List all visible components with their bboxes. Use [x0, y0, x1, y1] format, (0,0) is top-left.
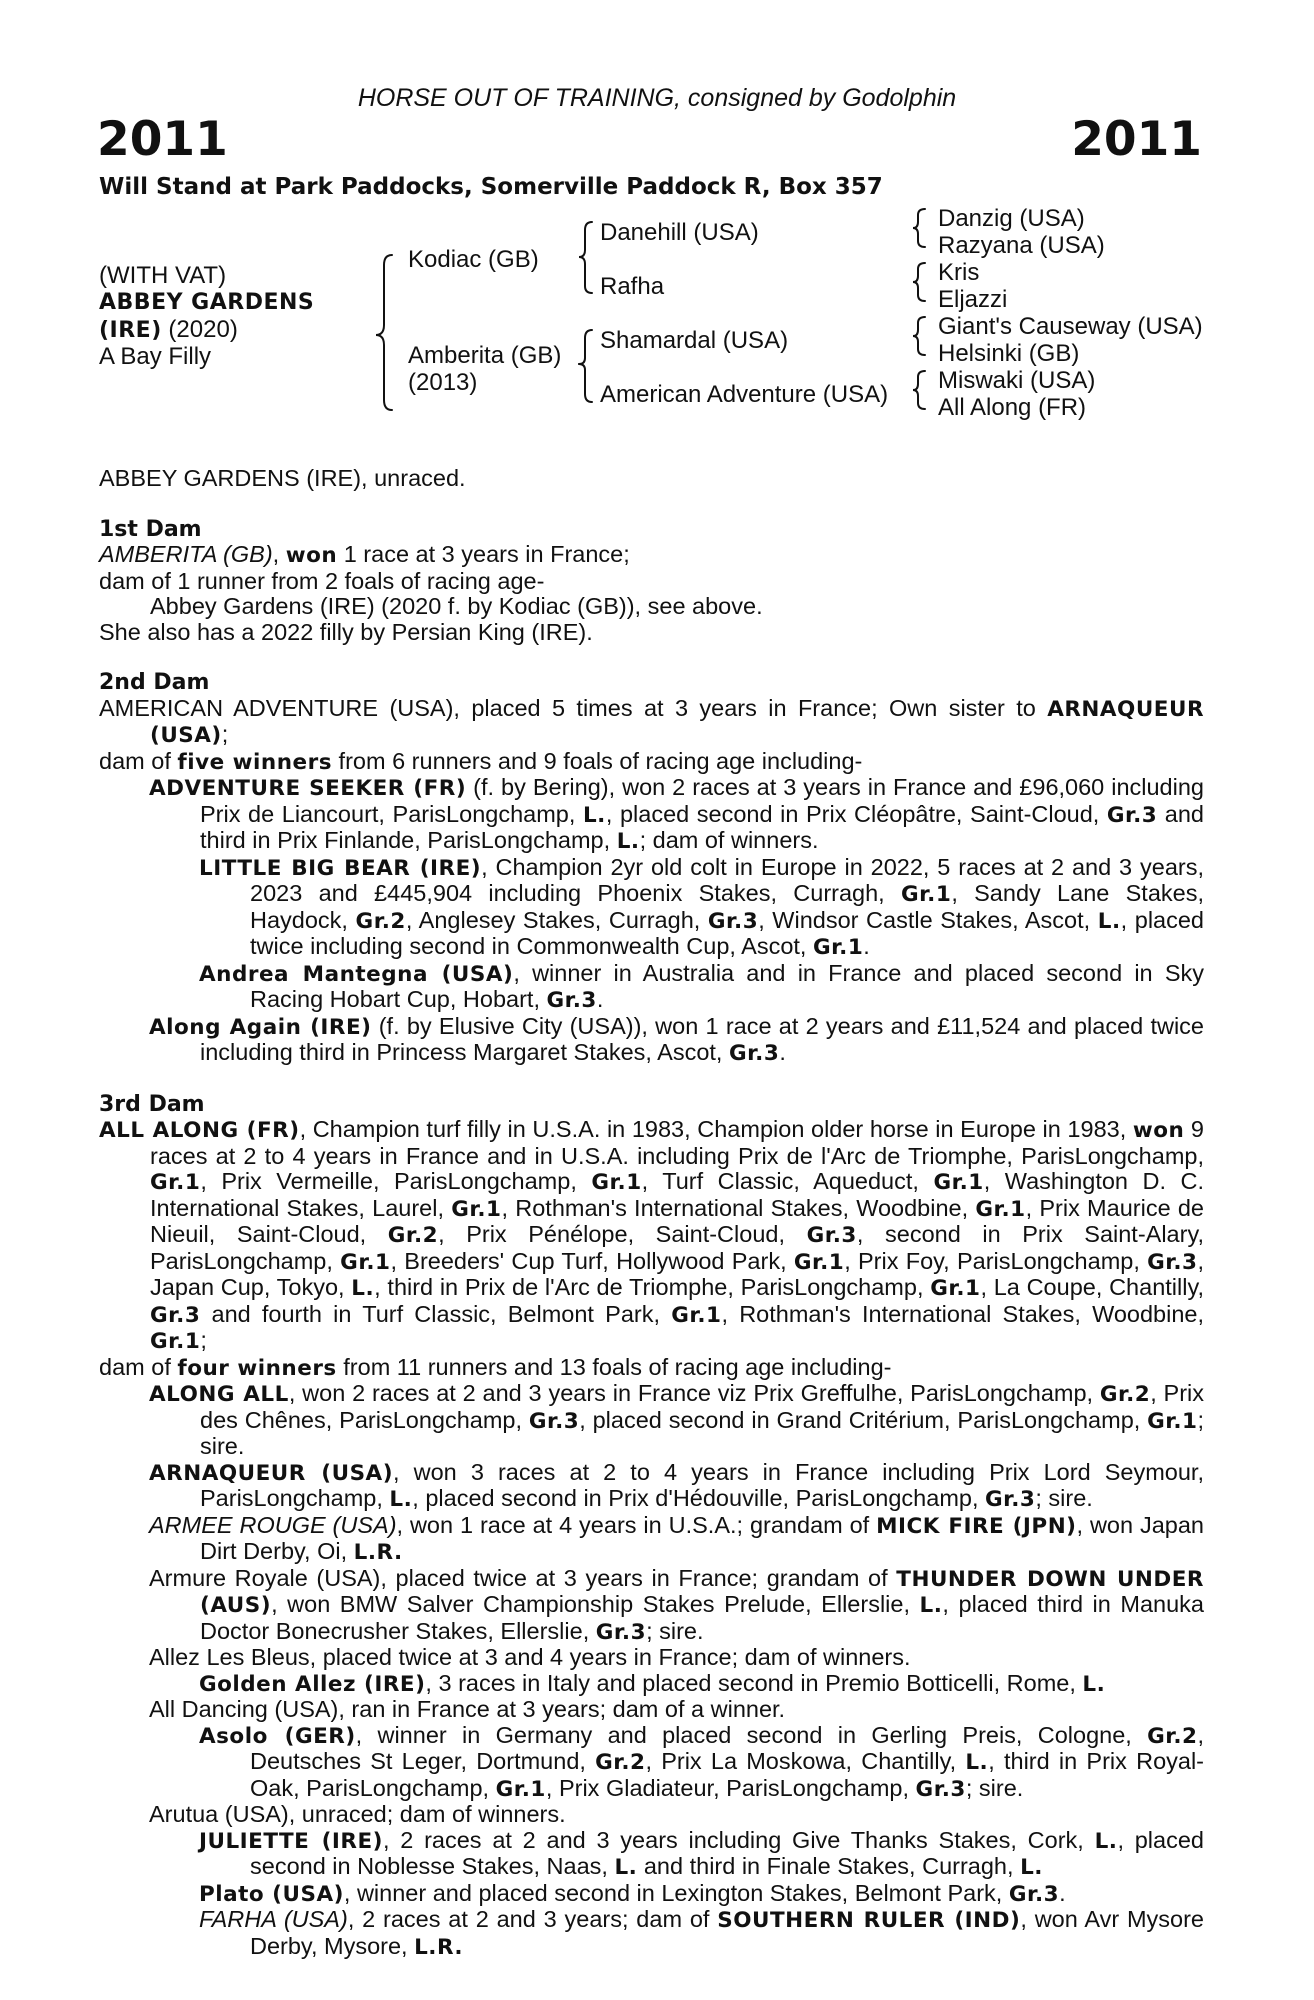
- pedigree-braces: [0, 0, 1314, 440]
- produce-all-dancing: All Dancing (USA), ran in France at 3 years; dam of a winner.: [149, 1696, 786, 1722]
- produce-andrea-mantegna: Andrea Mantegna (USA), winner in Australia and in France and placed second in Sky Racing Hobart Cup, Hobart, Gr.3.: [199, 959, 1204, 1013]
- produce-adventure-seeker: ADVENTURE SEEKER (FR) (f. by Bering), won 2 races at 3 years in France and £96,060 including Prix de Liancourt, ParisLongchamp, L., placed second in Prix Cléopâtre, Saint-Cloud, Gr.3 and third in Prix Finlande, ParisLongchamp, L.; dam of winners.: [149, 774, 1204, 854]
- lot-number-right: 2011: [1071, 112, 1202, 167]
- grandparent-6: Helsinki (GB): [938, 340, 1080, 367]
- grandparent-1: Danzig (USA): [938, 205, 1085, 232]
- lot-number-left: 2011: [97, 112, 228, 167]
- brace-g3-1: [913, 209, 925, 247]
- produce-armure-royale: Armure Royale (USA), placed twice at 3 years in France; grandam of THUNDER DOWN UNDER (AUS), won BMW Salver Championship Stakes Prelude, Ellerslie, L., placed third in Manuka Doctor Bonecrusher Stakes, Ellerslie, Gr.3; sire.: [149, 1564, 1204, 1645]
- brace-dam-bottom: [579, 364, 592, 402]
- grandparent-5: Giant's Causeway (USA): [938, 313, 1203, 340]
- produce-golden-allez: Golden Allez (IRE), 3 races in Italy and placed second in Premio Botticelli, Rome, L.: [199, 1669, 1106, 1697]
- brace-sire: [579, 222, 592, 293]
- horse-description: A Bay Filly: [99, 343, 212, 370]
- first-dam-line2: dam of 1 runner from 2 foals of racing age-: [99, 567, 545, 594]
- sire-dam-name: Rafha: [600, 273, 665, 300]
- third-dam-produce-summary: dam of four winners from 11 runners and 13 foals of racing age including-: [99, 1353, 892, 1381]
- dam-name: Amberita (GB): [408, 342, 562, 369]
- produce-along-again: Along Again (IRE) (f. by Elusive City (USA)), won 1 race at 2 years and £11,524 and placed twice including third in Princess Margaret Stakes, Ascot, Gr.3.: [149, 1012, 1204, 1066]
- horse-name: ABBEY GARDENS: [99, 290, 315, 315]
- grandparent-7: Miswaki (USA): [938, 367, 1096, 394]
- brace-dam-top: [579, 330, 592, 364]
- brace-g3-3: [913, 317, 925, 355]
- horse-country: (IRE): [99, 318, 162, 343]
- second-dam-heading: 2nd Dam: [99, 670, 210, 695]
- produce-armee-rouge: ARMEE ROUGE (USA), won 1 race at 4 years in U.S.A.; grandam of MICK FIRE (JPN), won Japan Dirt Derby, Oi, L.R.: [149, 1511, 1204, 1565]
- second-dam-line1: AMERICAN ADVENTURE (USA), placed 5 times at 3 years in France; Own sister to ARNAQUEUR (USA);: [99, 694, 1204, 748]
- produce-plato: Plato (USA), winner and placed second in Lexington Stakes, Belmont Park, Gr.3.: [199, 1879, 1066, 1907]
- first-dam-note: She also has a 2022 filly by Persian King (IRE).: [99, 618, 593, 645]
- dam-dam-name: American Adventure (USA): [600, 381, 889, 408]
- catalogue-body: [99, 466, 1204, 1960]
- vat-note: (WITH VAT): [99, 262, 227, 289]
- first-dam-record: 1 race at 3 years in France;: [337, 541, 630, 567]
- produce-allez-les-bleus: Allez Les Bleus, placed twice at 3 and 4 years in France; dam of winners.: [149, 1644, 911, 1670]
- intro-line: ABBEY GARDENS (IRE), unraced.: [99, 465, 466, 491]
- sire-name: Kodiac (GB): [408, 246, 539, 273]
- produce-arutua: Arutua (USA), unraced; dam of winners.: [149, 1801, 566, 1827]
- grandparent-3: Kris: [938, 259, 980, 286]
- brace-g3-2: [913, 263, 925, 301]
- produce-farha: FARHA (USA), 2 races at 2 and 3 years; dam of SOUTHERN RULER (IND), won Avr Mysore Derby, Mysore, L.R.: [199, 1906, 1205, 1960]
- third-dam-heading: 3rd Dam: [99, 1091, 205, 1117]
- produce-along-all: ALONG ALL, won 2 races at 2 and 3 years in France viz Prix Greffulhe, ParisLongchamp, Gr.2, Prix des Chênes, ParisLongchamp, Gr.3, placed second in Grand Critérium, ParisLongchamp, Gr.1; sire.: [149, 1380, 1205, 1459]
- brace-g3-4: [913, 371, 925, 409]
- won-label: won: [285, 543, 338, 568]
- first-dam-name: AMBERITA (GB): [99, 541, 273, 567]
- stabling-location: Will Stand at Park Paddocks, Somerville Paddock R, Box 357: [99, 174, 883, 200]
- dam-sire-name: Shamardal (USA): [600, 327, 789, 354]
- first-dam-heading: 1st Dam: [99, 516, 202, 542]
- first-dam-produce: Abbey Gardens (IRE) (2020 f. by Kodiac (GB)), see above.: [150, 593, 763, 619]
- produce-juliette: JULIETTE (IRE), 2 races at 2 and 3 years including Give Thanks Stakes, Cork, L., placed second in Noblesse Stakes, Naas, L. and third in Finale Stakes, Curragh, L.: [199, 1826, 1204, 1880]
- consignment-header: HORSE OUT OF TRAINING, consigned by Godolphin: [357, 84, 957, 112]
- produce-arnaqueur: ARNAQUEUR (USA), won 3 races at 2 to 4 years in France including Prix Lord Seymour, ParisLongchamp, L., placed second in Prix d'Hédouville, ParisLongchamp, Gr.3; sire.: [149, 1458, 1204, 1512]
- horse-foaled: (2020): [161, 316, 238, 343]
- produce-little-big-bear: LITTLE BIG BEAR (IRE), Champion 2yr old colt in Europe in 2022, 5 races at 2 and 3 years, 2023 and £445,904 including Phoenix Stakes, Curragh, Gr.1, Sandy Lane Stakes, Haydock, Gr.2, Anglesey Stakes, Curragh, Gr.3, Windsor Castle Stakes, Ascot, L., placed twice including second in Commonwealth Cup, Ascot, Gr.1.: [199, 853, 1204, 960]
- grandparent-2: Razyana (USA): [938, 232, 1105, 259]
- grandparent-8: All Along (FR): [938, 394, 1087, 421]
- brace-subject: [376, 255, 392, 410]
- grandparent-4: Eljazzi: [938, 286, 1008, 313]
- third-dam-all-along: ALL ALONG (FR), Champion turf filly in U.S.A. in 1983, Champion older horse in Europe in 1983, won 9 races at 2 to 4 years in France and in U.S.A. including Prix de l'Arc de Triomphe, ParisLongchamp, Gr.1, Prix Vermeille, ParisLongchamp, Gr.1, Turf Classic, Aqueduct, Gr.1, Washington D. C. International Stakes, Laurel, Gr.1, Rothman's International Stakes, Woodbine, Gr.1, Prix Maurice de Nieuil, Saint-Cloud, Gr.2, Prix Pénélope, Saint-Cloud, Gr.3, second in Prix Saint-Alary, ParisLongchamp, Gr.1, Breeders' Cup Turf, Hollywood Park, Gr.1, Prix Foy, ParisLongchamp, Gr.3, Japan Cup, Tokyo, L., third in Prix de l'Arc de Triomphe, ParisLongchamp, Gr.1, La Coupe, Chantilly, Gr.3 and fourth in Turf Classic, Belmont Park, Gr.1, Rothman's International Stakes, Woodbine, Gr.1;: [99, 1116, 1204, 1354]
- sire-sire-name: Danehill (USA): [600, 219, 759, 246]
- second-dam-produce-summary: dam of five winners from 6 runners and 9 foals of racing age including-: [99, 747, 863, 775]
- dam-year: (2013): [408, 369, 478, 396]
- first-dam-line1: AMBERITA (GB), won 1 race at 3 years in France;: [99, 541, 630, 568]
- produce-asolo: Asolo (GER), winner in Germany and placed second in Gerling Preis, Cologne, Gr.2, Deutsches St Leger, Dortmund, Gr.2, Prix La Moskowa, Chantilly, L., third in Prix Royal-Oak, ParisLongchamp, Gr.1, Prix Gladiateur, ParisLongchamp, Gr.3; sire.: [199, 1721, 1204, 1802]
